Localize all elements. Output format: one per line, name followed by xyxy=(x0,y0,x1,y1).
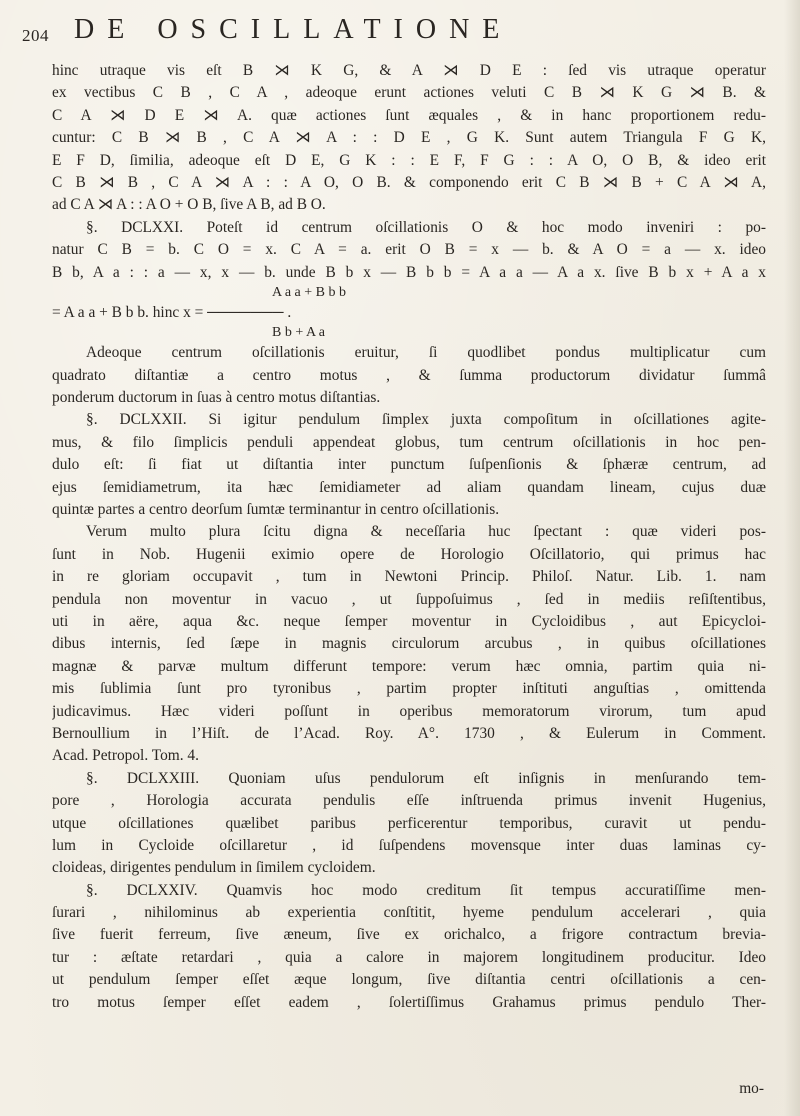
text-line: = A a a + B b b. hinc x = ─────── . xyxy=(52,303,292,321)
text-line: C A ⋊ D E ⋊ A. quæ actiones ſunt æquales , & in hanc proportionem redu- xyxy=(52,106,766,124)
text-line: §. DCLXXIV. Quamvis hoc modo creditum ſit tempus accuratiſſime men- xyxy=(86,881,766,899)
text-line: ſurari , nihilominus ab experientia conſtitit, hyeme pendulum accelerari , quia xyxy=(52,904,766,922)
page-header xyxy=(22,14,762,54)
text-line: E F D, ſimilia, adeoque eſt D E, G K : : E F, F G : : A O, O B, & ideo erit xyxy=(52,151,766,169)
text-line: pendula non moventur in vacuo , ut ſuppoſuimus , ſed in mediis reſiſtentibus, xyxy=(52,590,766,608)
text-line: §. DCLXXII. Si igitur pendulum ſimplex juxta compoſitum in oſcillationes agite- xyxy=(86,411,766,429)
text-line: C B ⋊ B , C A ⋊ A : : A O, O B. & componendo erit C B ⋊ B + C A ⋊ A, xyxy=(52,173,766,191)
text-line: A a a + B b b xyxy=(272,284,346,300)
text-line: ad C A ⋊ A : : A O + O B, ſive A B, ad B O. xyxy=(52,196,326,214)
text-line: mus, & filo ſimplicis penduli appendeat globus, tum centrum oſcillationis in hoc pen- xyxy=(52,433,766,451)
text-line: tro motus ſemper eſſet eadem , ſolertiſſimus Grahamus primus pendulo Ther- xyxy=(52,993,766,1011)
text-line: ſive fuerit ferreum, ſive æneum, ſive ex orichalco, a frigore contractum brevia- xyxy=(52,926,766,944)
text-line: ejus ſemidiametrum, ita hæc ſemidiameter ad aliam quandam lineam, cujus duæ xyxy=(52,478,766,496)
text-line: ſunt in Nob. Hugenii eximio opere de Horologio Oſcillatorio, qui primus hac xyxy=(52,545,766,563)
text-line: in re gloriam occupavit , tum in Newtoni Princip. Philoſ. Natur. Lib. 1. nam xyxy=(52,568,766,586)
text-line: cloideas, dirigentes pendulum in ſimilem cycloidem. xyxy=(52,859,376,877)
text-line: quadrato diſtantiæ a centro motus , & ſumma productorum dividatur ſummâ xyxy=(52,366,766,384)
text-line: natur C B = b. C O = x. C A = a. erit O B = x — b. & A O = a — x. ideo xyxy=(52,241,766,259)
text-line: utque oſcillationes quælibet paribus perficerentur temporibus, curavit ut pendu- xyxy=(52,814,766,832)
text-line: quintæ partes a centro deorſum ſumtæ terminantur in centro oſcillationis. xyxy=(52,501,500,519)
catchword: mo- xyxy=(739,1080,764,1097)
text-line: Bernoullium in l’Hiſt. de l’Acad. Roy. A°. 1730 , & Eulerum in Comment. xyxy=(52,724,766,742)
running-title: DE OSCILLATIONE xyxy=(74,14,513,45)
text-line: hinc utraque vis eſt B ⋊ K G, & A ⋊ D E : ſed vis utraque operatur xyxy=(52,62,766,79)
text-line: judicavimus. Hæc videri poſſunt in operibus memoratorum virorum, tum apud xyxy=(52,702,766,720)
page-edge-shadow xyxy=(784,0,800,1116)
text-line: tur : æſtate retardari , quia a calore in majorem longitudinem producitur. Ideo xyxy=(52,948,766,966)
text-line: B b + A a xyxy=(272,325,326,341)
text-line: B b, A a : : a — x, x — b. unde B b x — B b b = A a a — A a x. ſive B b x + A a x xyxy=(52,263,766,281)
text-line: Verum multo plura ſcitu digna & neceſſaria huc ſpectant : quæ videri pos- xyxy=(86,523,766,541)
text-line: dibus internis, ſed ſæpe in magnis circulorum arcubus , in quibus oſcillationes xyxy=(52,635,766,653)
text-line: lum in Cycloide oſcillaretur , id ſuſpendens movensque inter duas laminas cy- xyxy=(52,836,766,854)
text-line: Acad. Petropol. Tom. 4. xyxy=(52,747,199,765)
text-line: cuntur: C B ⋊ B , C A ⋊ A : : D E , G K. Sunt autem Triangula F G K, xyxy=(52,129,766,147)
text-line: ex vectibus C B , C A , adeoque erunt actiones veluti C B ⋊ K G ⋊ B. & xyxy=(52,84,766,102)
text-line: magnæ & parvæ multum differunt tempore: verum hæc omnia, partim quia ni- xyxy=(52,657,766,675)
text-line: pore , Horologia accurata pendulis eſſe inſtruenda primus invenit Hugenius, xyxy=(52,792,766,810)
text-line: §. DCLXXI. Poteſt id centrum oſcillationis O & hoc modo inveniri : po- xyxy=(86,218,766,236)
page-number: 204 xyxy=(22,26,49,45)
text-line: §. DCLXXIII. Quoniam uſus pendulorum eſt inſignis in menſurando tem- xyxy=(86,769,766,787)
text-line: dulo eſt: ſi fiat ut diſtantia inter punctum ſuſpenſionis & ſphæræ centrum, ad xyxy=(52,456,766,474)
text-line: Adeoque centrum oſcillationis eruitur, ſi quodlibet pondus multiplicatur cum xyxy=(86,344,766,362)
text-line: ponderum ductorum in ſuas à centro motus diſtantias. xyxy=(52,389,381,407)
text-line: ut pendulum ſemper eſſet æque longum, ſive diſtantia centri oſcillationis a cen- xyxy=(52,971,766,989)
text-line: mis ſublimia ſunt pro tyronibus , partim propter inſtituti anguſtias , omittenda xyxy=(52,680,766,698)
body-text xyxy=(52,60,766,1014)
text-line: uti in aëre, aqua &c. neque ſemper moventur in Cycloidibus , aut Epicycloi- xyxy=(52,612,766,630)
